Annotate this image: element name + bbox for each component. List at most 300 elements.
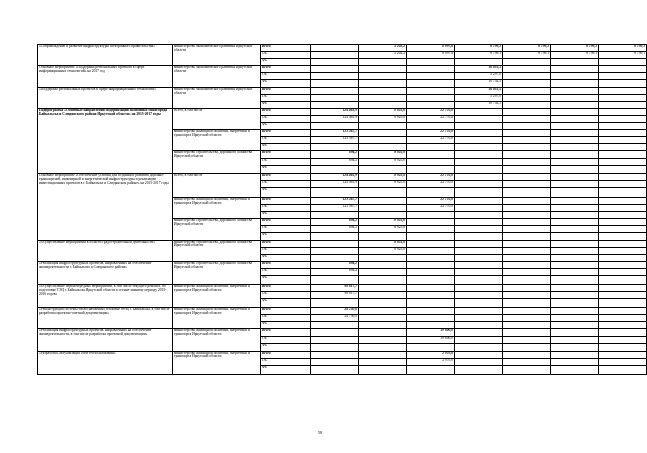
- amount-cell: [551, 226, 599, 233]
- amount-cell: [455, 137, 503, 144]
- amount-cell: [551, 336, 599, 343]
- amount-cell: [407, 87, 455, 94]
- amount-cell: 8 799,1: [599, 45, 647, 52]
- amount-cell: [503, 123, 551, 130]
- amount-cell: [551, 66, 599, 73]
- table-row: [38, 108, 647, 115]
- amount-cell: [359, 276, 407, 285]
- amount-cell: 8 799,1: [599, 52, 647, 59]
- program-name-cell: «Реконструкция системы теплоснабжения (тепловые сети) г. Байкальска, в том числе разработка проектно-сметной документации»: [38, 308, 173, 329]
- amount-cell: [551, 73, 599, 80]
- amount-cell: [455, 351, 503, 358]
- amount-cell: [599, 358, 647, 365]
- amount-cell: [407, 226, 455, 233]
- amount-cell: [599, 268, 647, 275]
- amount-cell: [503, 308, 551, 315]
- amount-cell: [551, 276, 599, 285]
- amount-cell: [599, 276, 647, 285]
- amount-cell: [407, 292, 455, 299]
- amount-cell: [359, 123, 407, 130]
- amount-cell: [551, 130, 599, 137]
- amount-cell: [359, 66, 407, 73]
- amount-cell: [311, 329, 359, 336]
- table-row: [38, 308, 647, 315]
- table-row: [38, 45, 647, 52]
- amount-cell: 124 461,9: [311, 181, 359, 188]
- amount-cell: [359, 336, 407, 343]
- funding-source-cell: ОБ: [261, 336, 311, 343]
- amount-cell: 8 925,0: [359, 219, 407, 226]
- amount-cell: [551, 261, 599, 268]
- funding-source-cell: ФБ: [261, 343, 311, 351]
- amount-cell: [551, 299, 599, 308]
- amount-cell: [599, 101, 647, 108]
- amount-cell: [599, 292, 647, 299]
- amount-cell: [551, 233, 599, 240]
- amount-cell: [359, 308, 407, 315]
- amount-cell: [599, 254, 647, 261]
- amount-cell: [311, 233, 359, 240]
- amount-cell: 16 051,5: [455, 66, 503, 73]
- funding-source-cell: ОБ: [261, 137, 311, 144]
- amount-cell: [359, 59, 407, 66]
- program-name-cell: «Осуществление первоочередных мероприятий, в том числе текущего ремонта, по подготовке ТЭЦ г. Байкальска Иркутской области к осенне-зимнему периоду 2015-2016 годов»: [38, 285, 173, 308]
- amount-cell: 8 925,0: [359, 158, 407, 165]
- amount-cell: [503, 276, 551, 285]
- amount-cell: [455, 240, 503, 247]
- funding-source-cell: Всего: [261, 174, 311, 181]
- amount-cell: [599, 247, 647, 254]
- amount-cell: 24 750,0: [311, 308, 359, 315]
- amount-cell: [503, 219, 551, 226]
- amount-cell: [599, 94, 647, 101]
- table-row: [38, 285, 647, 292]
- table-row: [38, 174, 647, 181]
- amount-cell: [599, 188, 647, 198]
- amount-cell: [599, 226, 647, 233]
- amount-cell: [503, 151, 551, 158]
- amount-cell: [359, 197, 407, 204]
- amount-cell: [551, 87, 599, 94]
- amount-cell: [551, 181, 599, 188]
- funding-source-cell: ОБ: [261, 115, 311, 122]
- amount-cell: [599, 197, 647, 204]
- amount-cell: [503, 299, 551, 308]
- executor-cell: министерство экономического развития Иркутской области: [173, 45, 261, 66]
- amount-cell: 22 770,0: [407, 130, 455, 137]
- amount-cell: [599, 322, 647, 329]
- amount-cell: 123 567,7: [311, 137, 359, 144]
- amount-cell: [503, 87, 551, 94]
- amount-cell: [599, 365, 647, 374]
- amount-cell: 894,2: [311, 158, 359, 165]
- amount-cell: [407, 59, 455, 66]
- funding-source-cell: Всего: [261, 261, 311, 268]
- amount-cell: [599, 158, 647, 165]
- amount-cell: [503, 80, 551, 87]
- funding-source-cell: ФБ: [261, 233, 311, 240]
- amount-cell: 894,2: [311, 268, 359, 275]
- amount-cell: [455, 315, 503, 322]
- funding-source-cell: ОБ: [261, 52, 311, 59]
- funding-source-cell: Всего: [261, 351, 311, 358]
- funding-source-cell: ОБ: [261, 226, 311, 233]
- amount-cell: [599, 233, 647, 240]
- amount-cell: 2 970,0: [407, 351, 455, 358]
- amount-cell: [455, 188, 503, 198]
- amount-cell: [455, 205, 503, 212]
- amount-cell: [551, 254, 599, 261]
- amount-cell: 22 770,0: [407, 197, 455, 204]
- amount-cell: [455, 329, 503, 336]
- amount-cell: [455, 322, 503, 329]
- amount-cell: [407, 365, 455, 374]
- amount-cell: [599, 151, 647, 158]
- amount-cell: [455, 233, 503, 240]
- amount-cell: [503, 108, 551, 115]
- amount-cell: [599, 80, 647, 87]
- executor-cell: Всего, в том числе: [173, 174, 261, 198]
- amount-cell: 8 925,0: [359, 226, 407, 233]
- amount-cell: [599, 115, 647, 122]
- amount-cell: [599, 336, 647, 343]
- amount-cell: [551, 137, 599, 144]
- amount-cell: [503, 137, 551, 144]
- amount-cell: [407, 144, 455, 151]
- amount-cell: [551, 80, 599, 87]
- amount-cell: [503, 115, 551, 122]
- amount-cell: [359, 268, 407, 275]
- funding-source-cell: ФБ: [261, 165, 311, 174]
- amount-cell: [455, 130, 503, 137]
- amount-cell: 894,2: [311, 261, 359, 268]
- amount-cell: [551, 59, 599, 66]
- funding-source-cell: ФБ: [261, 59, 311, 66]
- amount-cell: [455, 123, 503, 130]
- amount-cell: [599, 308, 647, 315]
- amount-cell: [407, 233, 455, 240]
- amount-cell: [455, 158, 503, 165]
- amount-cell: [407, 73, 455, 80]
- amount-cell: [551, 174, 599, 181]
- amount-cell: [455, 365, 503, 374]
- amount-cell: 10 754,5: [455, 101, 503, 108]
- funding-source-cell: Всего: [261, 151, 311, 158]
- amount-cell: [455, 181, 503, 188]
- amount-cell: 22 770,0: [407, 181, 455, 188]
- amount-cell: [455, 151, 503, 158]
- executor-cell: министерство жилищной политики, энергетики и транспорта Иркутской области: [173, 197, 261, 218]
- amount-cell: 894,2: [311, 226, 359, 233]
- funding-source-cell: ФБ: [261, 80, 311, 87]
- funding-source-cell: ОБ: [261, 292, 311, 299]
- amount-cell: [551, 165, 599, 174]
- amount-cell: [599, 174, 647, 181]
- amount-cell: [599, 59, 647, 66]
- amount-cell: [551, 285, 599, 292]
- amount-cell: [311, 365, 359, 374]
- table-row: [38, 66, 647, 73]
- amount-cell: [551, 123, 599, 130]
- amount-cell: [599, 343, 647, 351]
- amount-cell: [311, 66, 359, 73]
- program-name-cell: Основное мероприятие «Обеспечение условий для создания и развития дорожно-транспортной, инженерной и энергетической инфраструктуры и реализации инвестиционных проектов в г. Байкальске и Слюдянском районе» на 2015-2017 годы: [38, 174, 173, 240]
- amount-cell: [599, 261, 647, 268]
- program-name-cell: «Поддержка региональных проектов в сфере информационных технологий»: [38, 87, 173, 108]
- amount-cell: [599, 299, 647, 308]
- amount-cell: 5 202,2: [359, 52, 407, 59]
- amount-cell: [503, 130, 551, 137]
- amount-cell: [599, 66, 647, 73]
- amount-cell: 10 754,5: [455, 80, 503, 87]
- amount-cell: 8 925,0: [359, 108, 407, 115]
- amount-cell: 8 997,6: [407, 52, 455, 59]
- amount-cell: [359, 285, 407, 292]
- executor-cell: министерство жилищной политики, энергетики и транспорта Иркутской области: [173, 308, 261, 329]
- executor-cell: министерство экономического развития Иркутской области: [173, 87, 261, 108]
- amount-cell: [455, 165, 503, 174]
- amount-cell: [359, 87, 407, 94]
- program-name-cell: «Реализация инфраструктурных проектов, направленных на обеспечение жизнедеятельности, в том числе разработка проектной документации»: [38, 329, 173, 351]
- program-name-cell: «Осуществление мероприятий в области градостроительной деятельности»: [38, 240, 173, 261]
- amount-cell: [311, 52, 359, 59]
- amount-cell: 24 750,0: [311, 315, 359, 322]
- amount-cell: [503, 226, 551, 233]
- program-name-cell: «Реализация инфраструктурных проектов, направленных на обеспечение жизнедеятельности г. Байкальска и Слюдянского района»: [38, 261, 173, 284]
- amount-cell: [551, 188, 599, 198]
- amount-cell: [551, 292, 599, 299]
- amount-cell: [503, 247, 551, 254]
- amount-cell: [599, 73, 647, 80]
- amount-cell: [407, 254, 455, 261]
- program-name-cell: Основное мероприятие «Поддержка региональных проектов в сфере информационных технологий» на 2017 год: [38, 66, 173, 87]
- amount-cell: [599, 130, 647, 137]
- amount-cell: [503, 343, 551, 351]
- funding-source-cell: Всего: [261, 66, 311, 73]
- funding-source-cell: ОБ: [261, 315, 311, 322]
- amount-cell: 8 799,1: [503, 52, 551, 59]
- executor-cell: министерство строительства, дорожного хозяйства Иркутской области: [173, 151, 261, 174]
- program-name-cell: Подпрограмма «Основные направления модернизации экономики моногорода Байкальска и Слюдянского района Иркутской области» на 2015-2017 годы: [38, 108, 173, 173]
- amount-cell: [455, 285, 503, 292]
- amount-cell: [359, 261, 407, 268]
- funding-source-cell: ОБ: [261, 181, 311, 188]
- amount-cell: 19 800,0: [407, 336, 455, 343]
- amount-cell: 124 461,9: [311, 115, 359, 122]
- amount-cell: [455, 219, 503, 226]
- funding-source-cell: ФБ: [261, 144, 311, 151]
- executor-cell: министерство жилищной политики, энергетики и транспорта Иркутской области: [173, 130, 261, 151]
- amount-cell: 894,2: [311, 151, 359, 158]
- amount-cell: [503, 233, 551, 240]
- funding-source-cell: Всего: [261, 87, 311, 94]
- amount-cell: [551, 94, 599, 101]
- amount-cell: [455, 308, 503, 315]
- amount-cell: [551, 158, 599, 165]
- amount-cell: [455, 197, 503, 204]
- amount-cell: [503, 358, 551, 365]
- amount-cell: [455, 358, 503, 365]
- amount-cell: [359, 322, 407, 329]
- table-row: [38, 261, 647, 268]
- amount-cell: 22 770,0: [407, 115, 455, 122]
- amount-cell: [311, 80, 359, 87]
- table-row: [38, 87, 647, 94]
- amount-cell: 8 925,0: [359, 174, 407, 181]
- amount-cell: [599, 240, 647, 247]
- amount-cell: [503, 205, 551, 212]
- amount-cell: [407, 158, 455, 165]
- amount-cell: [455, 276, 503, 285]
- amount-cell: [359, 80, 407, 87]
- amount-cell: [359, 205, 407, 212]
- amount-cell: [503, 212, 551, 219]
- funding-source-cell: ОБ: [261, 268, 311, 275]
- amount-cell: [599, 144, 647, 151]
- amount-cell: [503, 181, 551, 188]
- funding-source-cell: Всего: [261, 240, 311, 247]
- amount-cell: [551, 219, 599, 226]
- amount-cell: [503, 261, 551, 268]
- amount-cell: [503, 322, 551, 329]
- amount-cell: [503, 101, 551, 108]
- amount-cell: 123 567,7: [311, 130, 359, 137]
- amount-cell: 22 770,0: [407, 205, 455, 212]
- amount-cell: [359, 365, 407, 374]
- amount-cell: [503, 59, 551, 66]
- amount-cell: [503, 165, 551, 174]
- amount-cell: 8 799,1: [503, 45, 551, 52]
- amount-cell: [503, 329, 551, 336]
- table-row: [38, 329, 647, 336]
- executor-cell: министерство строительства, дорожного хозяйства Иркутской области: [173, 261, 261, 284]
- amount-cell: [503, 73, 551, 80]
- funding-source-cell: ОБ: [261, 205, 311, 212]
- funding-source-cell: Всего: [261, 285, 311, 292]
- funding-source-cell: ФБ: [261, 365, 311, 374]
- amount-cell: 8 925,0: [359, 181, 407, 188]
- amount-cell: [359, 329, 407, 336]
- amount-cell: [311, 336, 359, 343]
- amount-cell: 2 970,0: [407, 358, 455, 365]
- amount-cell: [407, 285, 455, 292]
- executor-cell: Всего, в том числе: [173, 108, 261, 129]
- amount-cell: [551, 365, 599, 374]
- funding-source-cell: ФБ: [261, 212, 311, 219]
- amount-cell: [455, 299, 503, 308]
- amount-cell: [503, 94, 551, 101]
- amount-cell: [551, 315, 599, 322]
- amount-cell: [311, 87, 359, 94]
- amount-cell: [599, 123, 647, 130]
- amount-cell: [407, 276, 455, 285]
- executor-cell: министерство строительства, дорожного хозяйства Иркутской области: [173, 219, 261, 240]
- amount-cell: [551, 151, 599, 158]
- amount-cell: [503, 66, 551, 73]
- amount-cell: [455, 268, 503, 275]
- amount-cell: [311, 240, 359, 247]
- amount-cell: [551, 101, 599, 108]
- amount-cell: [359, 73, 407, 80]
- funding-source-cell: Всего: [261, 308, 311, 315]
- amount-cell: [551, 308, 599, 315]
- amount-cell: 5 202,2: [359, 45, 407, 52]
- amount-cell: [455, 254, 503, 261]
- funding-source-cell: ФБ: [261, 188, 311, 198]
- amount-cell: [503, 285, 551, 292]
- funding-source-cell: ОБ: [261, 158, 311, 165]
- amount-cell: [311, 322, 359, 329]
- executor-cell: министерство строительства, дорожного хозяйства Иркутской области: [173, 240, 261, 261]
- amount-cell: [407, 219, 455, 226]
- amount-cell: 123 567,7: [311, 197, 359, 204]
- amount-cell: 123 567,7: [311, 205, 359, 212]
- funding-source-cell: ФБ: [261, 276, 311, 285]
- executor-cell: министерство жилищной политики, энергетики и транспорта Иркутской области: [173, 351, 261, 374]
- amount-cell: 19 800,0: [407, 329, 455, 336]
- amount-cell: [551, 322, 599, 329]
- amount-cell: 8 997,6: [407, 45, 455, 52]
- amount-cell: [599, 285, 647, 292]
- amount-cell: 98 817,7: [311, 292, 359, 299]
- amount-cell: [551, 268, 599, 275]
- amount-cell: [359, 299, 407, 308]
- amount-cell: [311, 45, 359, 52]
- amount-cell: 98 817,7: [311, 285, 359, 292]
- amount-cell: [503, 268, 551, 275]
- budget-table: [37, 44, 647, 375]
- amount-cell: [455, 247, 503, 254]
- amount-cell: [359, 343, 407, 351]
- amount-cell: [599, 205, 647, 212]
- amount-cell: [407, 261, 455, 268]
- amount-cell: [359, 292, 407, 299]
- amount-cell: [503, 188, 551, 198]
- amount-cell: [599, 87, 647, 94]
- funding-source-cell: ОБ: [261, 247, 311, 254]
- amount-cell: [359, 137, 407, 144]
- amount-cell: [311, 73, 359, 80]
- funding-source-cell: Всего: [261, 329, 311, 336]
- amount-cell: [599, 212, 647, 219]
- amount-cell: [599, 219, 647, 226]
- page-number: 58: [318, 430, 322, 435]
- amount-cell: [311, 94, 359, 101]
- amount-cell: [311, 351, 359, 358]
- table-row: [38, 240, 647, 247]
- program-name-cell: «Разработка, актуализация схем теплоснабжения»: [38, 351, 173, 374]
- amount-cell: 8 925,0: [359, 151, 407, 158]
- amount-cell: [407, 212, 455, 219]
- amount-cell: 22 770,0: [407, 137, 455, 144]
- amount-cell: [551, 240, 599, 247]
- amount-cell: 22 770,0: [407, 108, 455, 115]
- amount-cell: [359, 188, 407, 198]
- amount-cell: [599, 181, 647, 188]
- executor-cell: министерство жилищной политики, энергетики и транспорта Иркутской области: [173, 285, 261, 308]
- amount-cell: [359, 130, 407, 137]
- amount-cell: [407, 268, 455, 275]
- amount-cell: [503, 292, 551, 299]
- funding-source-cell: ФБ: [261, 322, 311, 329]
- funding-source-cell: ФБ: [261, 101, 311, 108]
- amount-cell: [503, 240, 551, 247]
- amount-cell: [455, 212, 503, 219]
- amount-cell: 8 799,1: [551, 45, 599, 52]
- amount-cell: [407, 247, 455, 254]
- amount-cell: 8 799,1: [455, 52, 503, 59]
- amount-cell: [359, 233, 407, 240]
